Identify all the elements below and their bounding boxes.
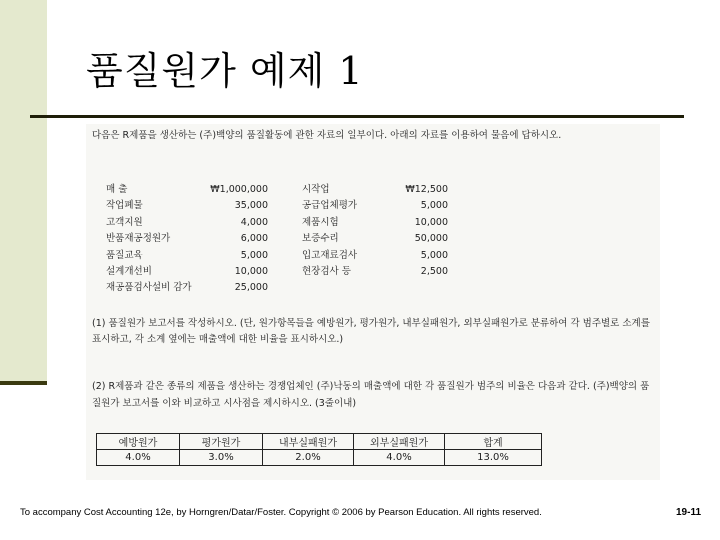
table-cell: 2.0%	[263, 450, 354, 466]
ledger-row	[106, 264, 626, 280]
ledger-item: 설계개선비	[106, 265, 152, 277]
table-cell: 4.0%	[97, 450, 180, 466]
ledger-item: 공급업체평가	[302, 200, 358, 212]
ledger-item: 입고재료검사	[302, 249, 358, 261]
scanned-problem-document	[86, 124, 660, 480]
ledger-value: 2,500	[420, 265, 448, 277]
ledger-value: ₩12,500	[405, 184, 448, 195]
ledger-value: 6,000	[240, 233, 268, 245]
ledger-item: 제품시험	[302, 216, 339, 228]
ledger-value: 25,000	[234, 282, 268, 294]
ledger-value: 50,000	[414, 233, 448, 245]
problem-intro: 다음은 R제품을 생산하는 (주)백양의 품질활동에 관한 자료의 일부이다. 아래의 자료를 이용하여 물음에 답하시오.	[92, 130, 562, 141]
table-header-cell: 예방원가	[97, 434, 180, 450]
table-header-row	[97, 434, 542, 450]
table-row	[97, 450, 542, 466]
question-2: (2) R제품과 같은 종류의 제품을 생산하는 경쟁업체인 (주)낙동의 매출액에 대한 각 품질원가 범주의 비율은 다음과 같다. (주)백양의 품질원가 보고서를 이와 비교하고 시사점을 제시하시오. (3줄이내)	[92, 381, 650, 409]
table-cell: 3.0%	[180, 450, 263, 466]
table-cell: 13.0%	[445, 450, 542, 466]
ledger-item: 반품재공정원가	[106, 233, 171, 245]
table-header-cell: 합계	[445, 434, 542, 450]
ledger-item: 시작업	[302, 184, 330, 195]
ledger-value: 5,000	[420, 200, 448, 212]
ledger-item: 품질교육	[106, 249, 143, 261]
cost-ledger	[106, 182, 626, 297]
competitor-ratio-table	[96, 433, 542, 466]
ledger-value: 5,000	[240, 249, 268, 261]
ledger-item: 작업폐물	[106, 200, 143, 212]
page-number: 19-11	[676, 507, 702, 518]
ledger-item: 고객지원	[106, 216, 143, 228]
ledger-item: 현장검사 등	[302, 265, 351, 277]
decorative-side-bar	[0, 0, 47, 385]
copyright-footer: To accompany Cost Accounting 12e, by Horngren/Datar/Foster. Copyright © 2006 by Pearson Education. All rights reserved.	[20, 507, 542, 518]
ledger-value: 35,000	[234, 200, 268, 212]
table-cell: 4.0%	[354, 450, 445, 466]
ledger-item: 재공품검사설비 감가	[106, 282, 192, 294]
side-bar-edge	[0, 381, 47, 385]
ledger-value: ₩1,000,000	[210, 184, 268, 195]
ledger-row	[106, 248, 626, 264]
question-1: (1) 품질원가 보고서를 작성하시오. (단, 원가항목들을 예방원가, 평가원가, 내부실패원가, 외부실패원가로 분류하여 각 범주별로 소계를 표시하고, 각 소계 옆에는 매출액에 대한 비율을 표시하시오.)	[92, 318, 650, 345]
ledger-value: 10,000	[234, 265, 268, 277]
slide-title: 품질원가 예제 1	[86, 49, 364, 93]
ledger-row	[106, 231, 626, 247]
ledger-row	[106, 280, 626, 296]
ledger-row	[106, 215, 626, 231]
table-header-cell: 내부실패원가	[263, 434, 354, 450]
table-header-cell: 평가원가	[180, 434, 263, 450]
ledger-row	[106, 182, 626, 198]
ledger-value: 5,000	[420, 249, 448, 261]
title-divider	[30, 115, 684, 118]
ledger-item: 보증수리	[302, 233, 339, 245]
ledger-value: 10,000	[414, 216, 448, 228]
ledger-value: 4,000	[240, 216, 268, 228]
ledger-item: 매 출	[106, 184, 128, 195]
ledger-row	[106, 198, 626, 214]
table-header-cell: 외부실패원가	[354, 434, 445, 450]
